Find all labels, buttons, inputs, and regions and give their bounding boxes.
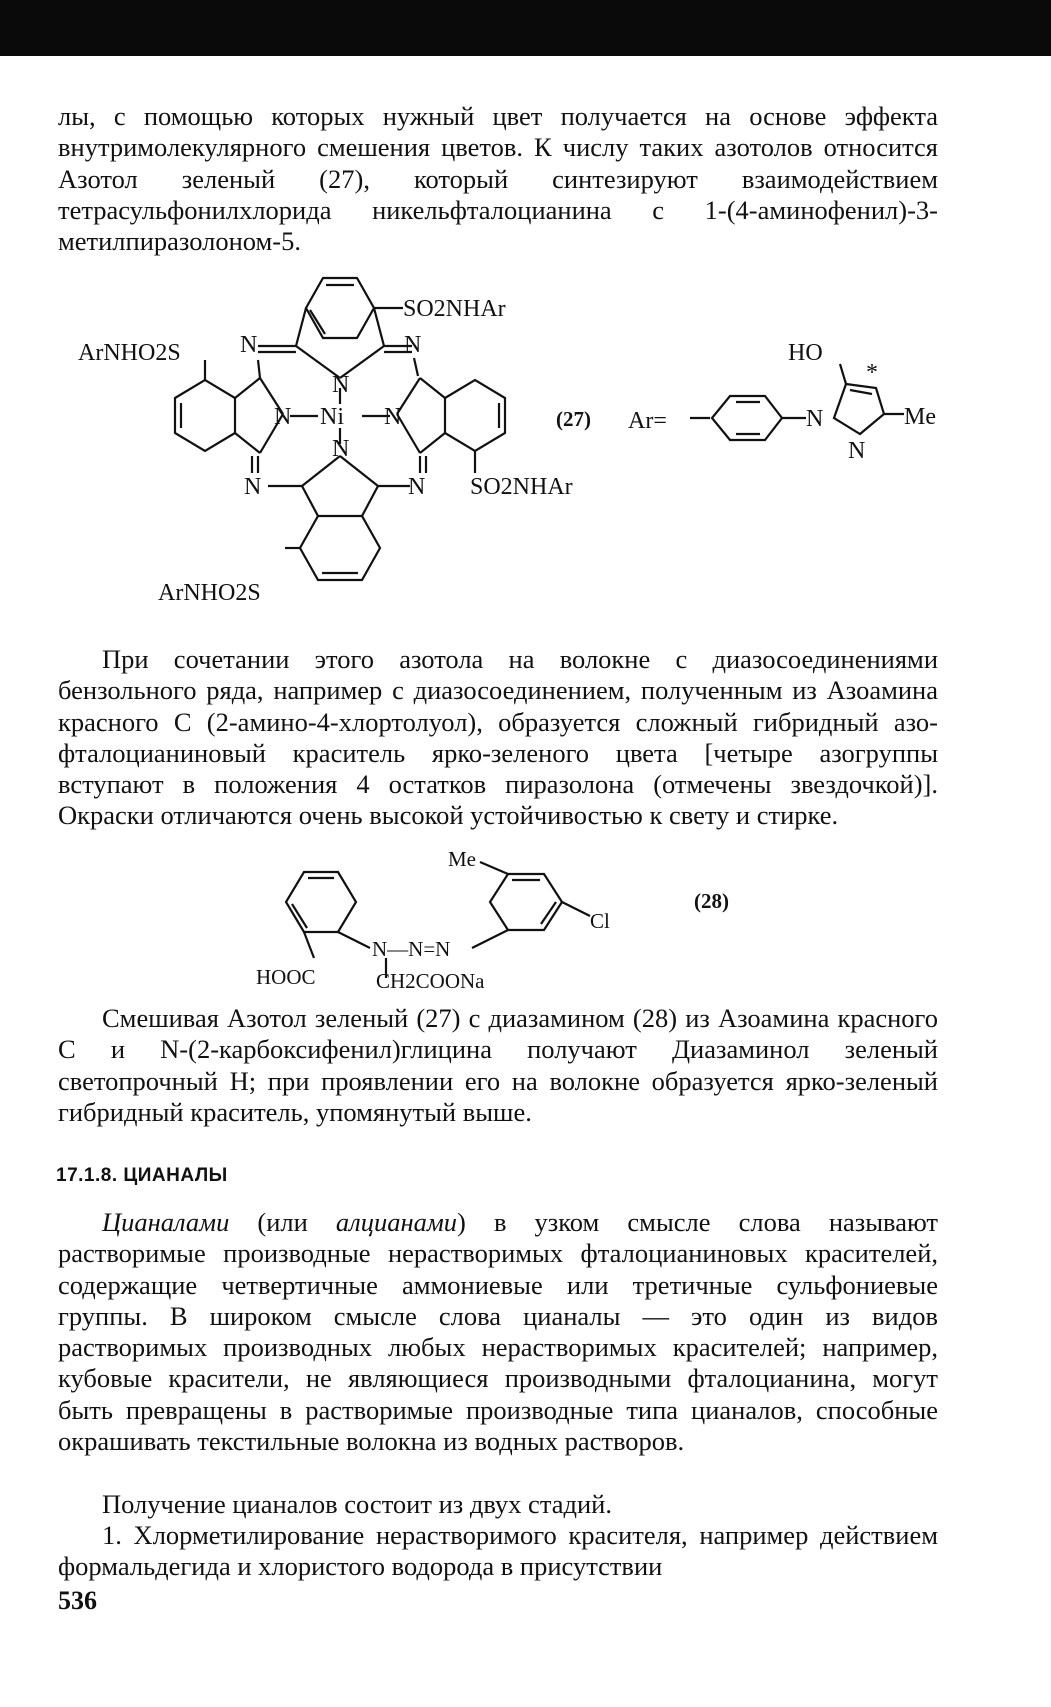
meso-n-top-right: N [404, 332, 422, 358]
scan-top-bar [0, 0, 1051, 56]
paragraph-cyanals [58, 1207, 938, 1457]
pyrrole-n-right: N [384, 404, 402, 430]
carboxyl-label: HOOC [256, 965, 316, 989]
paragraph-step-1: 1. Хлорметилирование нерастворимого красителя, например действием формальдегида и хлористого водорода в присутствии [58, 1520, 938, 1582]
ch2coona-label: CH2COONa [376, 969, 485, 993]
triazene-label: N—N=N [372, 937, 451, 961]
structure-28 [0, 847, 980, 998]
methyl-label-28: Me [448, 847, 476, 871]
pyrazole-n1: N [806, 406, 824, 432]
meso-n-top-left: N [240, 332, 258, 358]
chloro-label: Cl [590, 909, 610, 933]
paragraph-intro: лы, с помощью которых нужный цвет получается на основе эффекта внутримолекулярного смешения цветов. К числу таких азотолов относится Азотол зеленый (27), который синтезируют взаимодействием тетрасульфонилхлорида никельфталоцианина с 1-(4-аминофенил)-3-метилпиразолоном-5. [58, 101, 938, 257]
so2nhar-top-label: SO2NHAr [403, 296, 506, 322]
text-or: (или [229, 1207, 336, 1237]
meso-n-bottom-left: N [244, 474, 262, 500]
compound-number-28: (28) [694, 889, 729, 913]
pyrrole-n-top: N [332, 372, 350, 398]
ar-equals-label: Ar= [628, 408, 667, 434]
arnho2s-left-label: ArNHO2S [78, 340, 181, 366]
so2nhar-right-label: SO2NHAr [470, 474, 573, 500]
meso-n-bottom-right: N [408, 474, 426, 500]
term-alcians: алцианами [335, 1207, 458, 1237]
arnho2s-bottom-label: ArNHO2S [158, 580, 261, 606]
text-definition: ) в узком смысле слова называют растворимые производные нерастворимых фталоцианиновых красителей, содержащие четвертичные аммониевые или третичные сульфониевые группы. В широком смысле слова цианалы — это один из видов растворимых производных любых нерастворимых красителей; например, кубовые красители, не являющиеся производными фталоцианина, могут быть превращены в растворимые производные типа цианалов, способные окрашивать текстильные волокна из водных растворов. [58, 1207, 938, 1457]
hydroxy-label: HO [788, 340, 823, 366]
pyrazole-n2: N [848, 438, 866, 464]
paragraph-diazaminol: Смешивая Азотол зеленый (27) с диазамином (28) из Азоамина красного С и N-(2-карбоксифенил)глицина получают Диазаминол зеленый светопрочный Н; при проявлении его на волокне образуется ярко-зеленый гибридный краситель, упомянутый выше. [58, 1003, 938, 1127]
paragraph-coupling: При сочетании этого азотола на волокне с диазосоединениями бензольного ряда, например с диазосоединением, полученным из Азоамина красного С (2-амино-4-хлортолуол), образуется сложный гибридный азо-фталоцианиновый краситель ярко-зеленого цвета [четыре азогруппы вступают в положения 4 остатков пиразолона (отмечены звездочкой)]. Окраски отличаются очень высокой устойчивостью к свету и стирке. [58, 644, 938, 831]
compound-number-27: (27) [556, 407, 591, 431]
nickel-atom: Ni [320, 404, 344, 430]
page-number: 536 [58, 1586, 97, 1615]
asterisk-mark: * [866, 360, 878, 386]
section-heading: 17.1.8. ЦИАНАЛЫ [56, 1165, 228, 1186]
pyrrole-n-bottom: N [332, 436, 350, 462]
term-cyanals: Цианалами [102, 1207, 230, 1237]
pyrrole-n-left: N [274, 404, 292, 430]
structure-27 [0, 268, 980, 628]
paragraph-stages: Получение цианалов состоит из двух стадий. [102, 1489, 612, 1519]
methyl-label: Me [904, 404, 936, 430]
